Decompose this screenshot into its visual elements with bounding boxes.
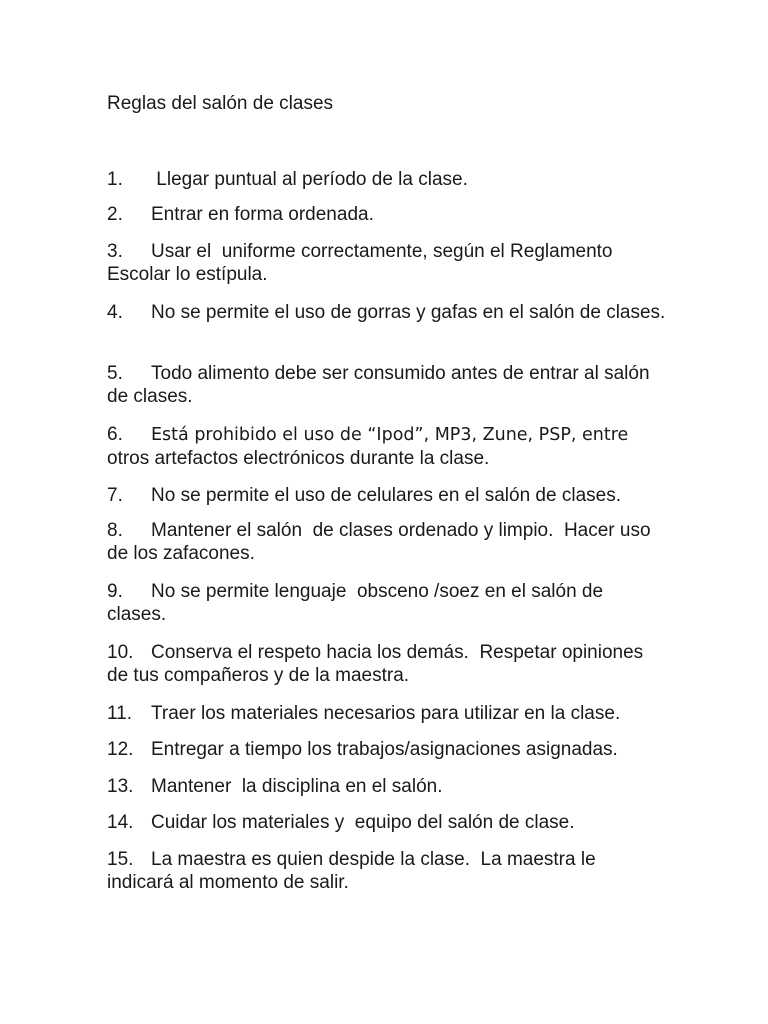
rule-item — [107, 484, 667, 507]
rule-item — [107, 240, 667, 286]
rule-item — [107, 423, 667, 470]
rule-text: Cuidar los materiales y equipo del salón de clase. — [151, 812, 575, 833]
rule-item — [107, 702, 667, 725]
rule-number: 10. — [107, 642, 134, 663]
rule-number: 5. — [107, 363, 123, 384]
rule-item — [107, 580, 667, 626]
rule-text: La maestra es quien despide la clase. La maestra le indicará al momento de salir. — [107, 849, 601, 893]
rule-item — [107, 519, 667, 565]
rule-number: 13. — [107, 776, 134, 797]
rule-text: Usar el uniforme correctamente, según el Reglamento Escolar lo estípula. — [107, 241, 618, 285]
rule-number: 2. — [107, 204, 123, 225]
rule-number: 14. — [107, 812, 134, 833]
rule-text: Mantener la disciplina en el salón. — [151, 776, 443, 797]
rule-number: 6. — [107, 424, 123, 445]
rule-number: 12. — [107, 739, 134, 760]
rule-text: Traer los materiales necesarios para utilizar en la clase. — [151, 703, 621, 724]
rule-number: 1. — [107, 169, 123, 190]
rule-item — [107, 168, 667, 191]
rule-item — [107, 811, 667, 834]
rule-number: 7. — [107, 485, 123, 506]
rule-text: No se permite el uso de celulares en el salón de clases. — [151, 485, 621, 506]
rule-item — [107, 641, 667, 687]
rule-item — [107, 203, 667, 226]
rule-text: No se permite el uso de gorras y gafas en el salón de clases. — [151, 302, 666, 323]
rule-text: Entregar a tiempo los trabajos/asignaciones asignadas. — [151, 739, 618, 760]
rule-item — [107, 738, 667, 761]
rule-text: Conserva el respeto hacia los demás. Respetar opiniones de tus compañeros y de la maestra. — [107, 642, 649, 686]
rule-text: No se permite lenguaje obsceno /soez en el salón de clases. — [107, 581, 609, 625]
rule-number: 4. — [107, 302, 123, 323]
rule-number: 8. — [107, 520, 123, 541]
rule-item — [107, 301, 667, 324]
rule-number: 15. — [107, 849, 134, 870]
rule-item — [107, 775, 667, 798]
rule-text-alt-font: Está prohibido el uso de “Ipod”, MP3, Zune, PSP, entre — [151, 425, 629, 445]
rule-text: Entrar en forma ordenada. — [151, 204, 374, 225]
rule-number: 9. — [107, 581, 123, 602]
rule-text: Todo alimento debe ser consumido antes de entrar al salón de clases. — [107, 363, 650, 407]
rule-text: Llegar puntual al período de la clase. — [151, 169, 468, 190]
page-title: Reglas del salón de clases — [107, 93, 334, 114]
rule-number: 11. — [107, 703, 133, 724]
rule-text: otros artefactos electrónicos durante la clase. — [107, 448, 490, 469]
rule-item — [107, 362, 667, 408]
rule-item — [107, 848, 667, 894]
rule-number: 3. — [107, 241, 123, 262]
rule-text: Mantener el salón de clases ordenado y limpio. Hacer uso de los zafacones. — [107, 520, 656, 564]
